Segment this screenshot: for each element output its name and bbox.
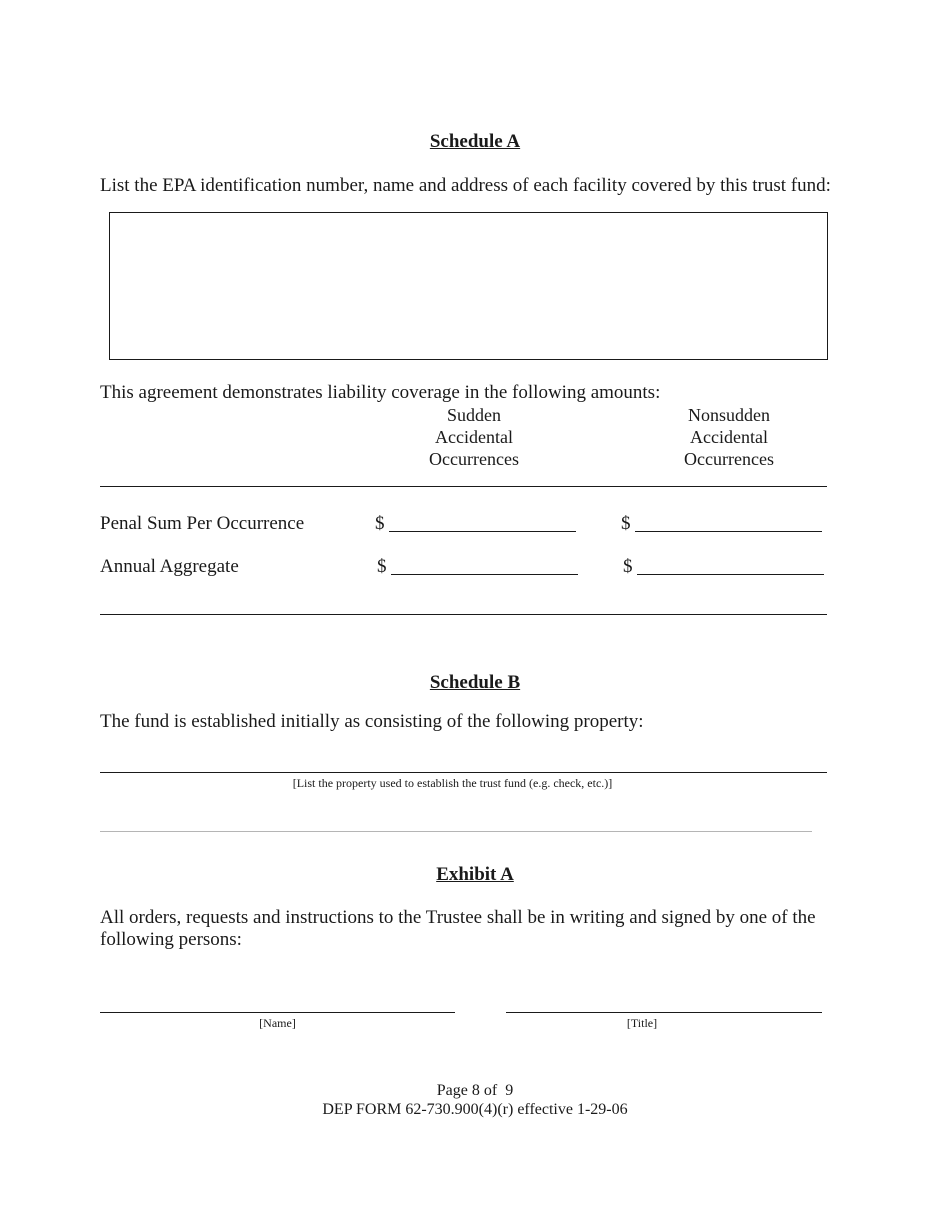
nonsudden-header-line1: Nonsudden (688, 405, 770, 425)
schedule-b-instruction: The fund is established initially as consisting of the following property: (100, 711, 644, 732)
nonsudden-column-header (649, 404, 809, 470)
exhibit-a-instruction-line1: All orders, requests and instructions to the Trustee shall be in writing and signed by one of the (100, 907, 816, 928)
coverage-top-rule (100, 486, 827, 487)
coverage-bottom-rule (100, 614, 827, 615)
penal-sum-label: Penal Sum Per Occurrence (100, 513, 305, 534)
section-divider (100, 831, 812, 832)
form-identifier: DEP FORM 62-730.900(4)(r) effective 1-29-06 (322, 1101, 628, 1118)
name-caption: [Name] (259, 1016, 296, 1030)
penal-sum-sudden-currency: $ (375, 513, 385, 534)
annual-aggregate-nonsudden-currency: $ (623, 556, 633, 577)
facility-list-box[interactable] (109, 212, 828, 360)
annual-aggregate-sudden-field[interactable] (391, 574, 578, 575)
sudden-header-line2: Accidental (435, 427, 513, 447)
annual-aggregate-label: Annual Aggregate (100, 556, 239, 577)
schedule-a-heading: Schedule A (429, 131, 521, 152)
penal-sum-sudden-field[interactable] (389, 531, 576, 532)
penal-sum-nonsudden-currency: $ (621, 513, 631, 534)
exhibit-a-heading: Exhibit A (436, 864, 514, 885)
title-caption: [Title] (626, 1016, 658, 1030)
schedule-b-heading: Schedule B (429, 672, 521, 693)
annual-aggregate-sudden-currency: $ (377, 556, 387, 577)
exhibit-a-instruction-line2: following persons: (100, 929, 242, 950)
sudden-header-line3: Occurrences (429, 449, 519, 469)
sudden-header-line1: Sudden (447, 405, 501, 425)
schedule-a-instruction: List the EPA identification number, name and address of each facility covered by this trust fund: (100, 175, 831, 196)
property-field[interactable] (100, 772, 827, 773)
name-field[interactable] (100, 1012, 455, 1013)
page-footer (0, 1081, 950, 1119)
page-number: Page 8 of 9 (436, 1082, 514, 1099)
penal-sum-nonsudden-field[interactable] (635, 531, 822, 532)
title-field[interactable] (506, 1012, 822, 1013)
exhibit-a-instruction (100, 907, 816, 951)
nonsudden-header-line3: Occurrences (684, 449, 774, 469)
nonsudden-header-line2: Accidental (690, 427, 768, 447)
coverage-intro: This agreement demonstrates liability coverage in the following amounts: (100, 382, 661, 403)
sudden-column-header (394, 404, 554, 470)
annual-aggregate-nonsudden-field[interactable] (637, 574, 824, 575)
property-caption: [List the property used to establish the trust fund (e.g. check, etc.)] (292, 776, 613, 790)
